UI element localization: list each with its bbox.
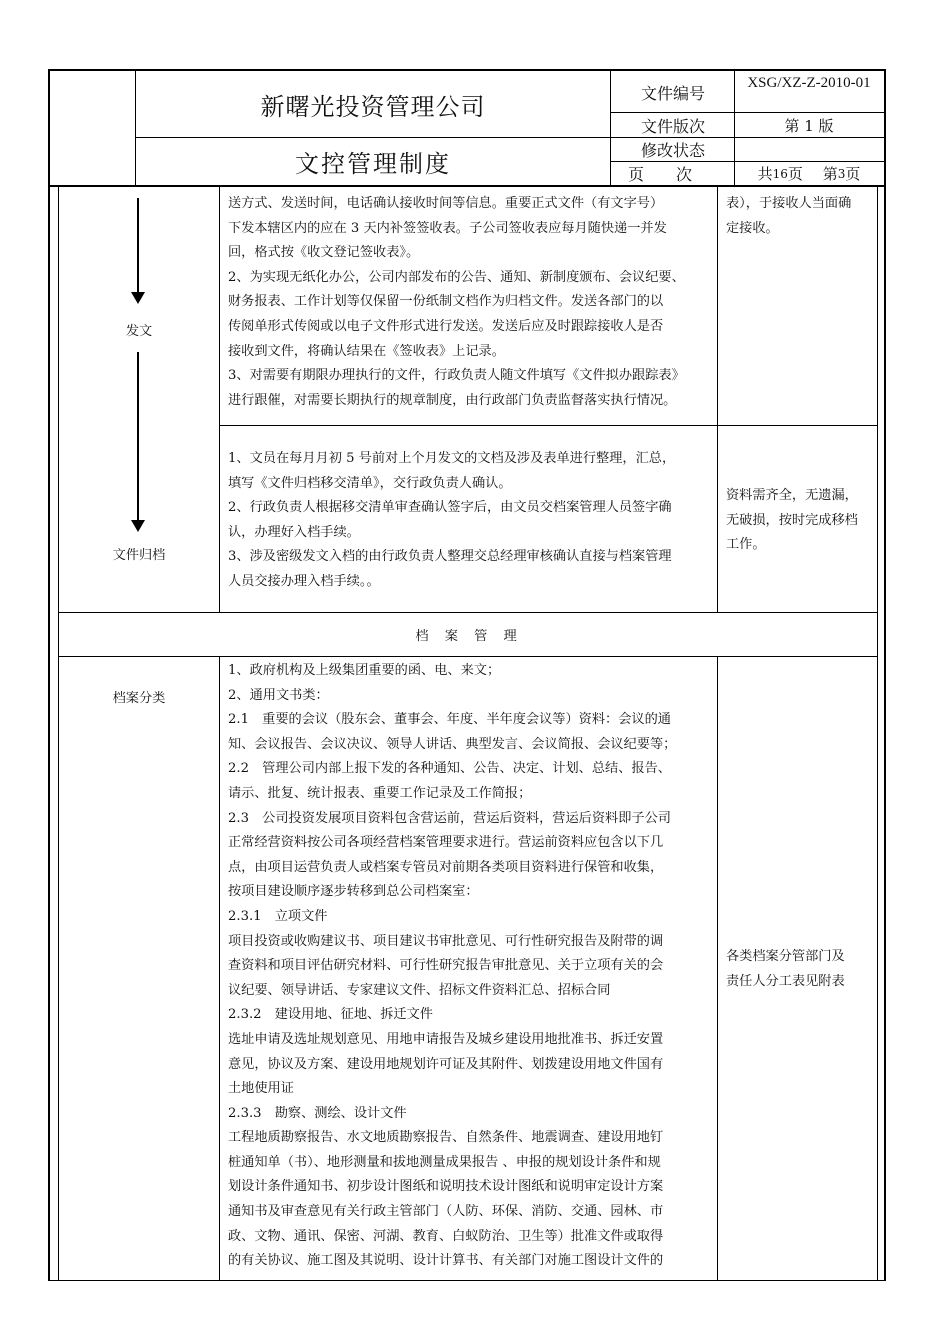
- note-line: 定接收。: [726, 220, 779, 236]
- text-line: 回，格式按《收文登记签收表》。: [228, 245, 420, 261]
- text-line: 3、对需要有期限办理执行的文件，行政负责人随文件填写《文件拟办跟踪表》: [228, 368, 685, 384]
- page-total: 16: [772, 166, 788, 181]
- doc-number-label: 文件编号: [640, 83, 705, 103]
- doc-version-label: 文件版次: [640, 116, 705, 136]
- archive-classification-note: [726, 945, 874, 994]
- text-line: 意见，协议及方案、建设用地规划许可证及其附件、划拨建设用地文件国有: [228, 1056, 664, 1072]
- page-prefix: 共: [757, 165, 773, 183]
- text-line: 接收到文件，将确认结果在《签收表》上记录。: [228, 343, 505, 359]
- text-line: 2.2 管理公司内部上报下发的各种通知、公告、决定、计划、总结、报告、: [228, 761, 671, 777]
- flow-arrow-line-1: [137, 198, 139, 294]
- text-line: 2.3.3 勘察、测绘、设计文件: [228, 1105, 407, 1121]
- doc-version-value: 第 1 版: [784, 116, 834, 135]
- body-right-border: [877, 187, 878, 1280]
- note-line: 责任人分工表见附表: [726, 973, 845, 989]
- archive-classification-text: [228, 659, 714, 1274]
- text-line: 传阅单形式传阅或以电子文件形式进行发送。发送后应及时跟踪接收人是否: [228, 318, 664, 334]
- text-line: 议纪要、领导讲话、专家建议文件、招标文件资料汇总、招标合同: [228, 982, 611, 998]
- text-line: 土地使用证: [228, 1081, 294, 1097]
- text-line: 下发本辖区内的应在 3 天内补签签收表。子公司签收表应每月随快递一并发: [228, 220, 667, 236]
- revision-status-value: [736, 138, 882, 161]
- section-bottom-line: [58, 656, 878, 657]
- header-title-divider: [610, 70, 611, 186]
- text-line: 通知书及审查意见有关行政主管部门（人防、环保、消防、交通、园林、市: [228, 1204, 664, 1220]
- row-divider-1: [219, 425, 878, 426]
- note-line: 资料需齐全，无遗漏，: [726, 488, 858, 503]
- text-line: 知、会议报告、会议决议、领导人讲话、典型发言、会议简报、会议纪要等；: [228, 736, 677, 752]
- text-line: 按项目建设顺序逐步转移到总公司档案室：: [228, 884, 479, 900]
- step-col-divider-lower: [219, 656, 220, 1280]
- text-line: 财务报表、工作计划等仅保留一份纸制文档作为归档文件。发送各部门的以: [228, 294, 664, 310]
- text-line: 2.1 重要的会议（股东会、董事会、年度、半年度会议等）资料：会议的通: [228, 712, 671, 728]
- step-col-divider-upper: [219, 187, 220, 612]
- text-line: 2.3 公司投资发展项目资料包含营运前，营运后资料，营运后资料即子公司: [228, 810, 671, 826]
- document-title: 文控管理制度: [295, 149, 451, 178]
- text-line: 2.3.2 建设用地、征地、拆迁文件: [228, 1007, 433, 1023]
- archive-procedure-text: [228, 447, 714, 595]
- step-archive-classification: 档案分类: [112, 691, 166, 706]
- body-left-border: [58, 187, 59, 1280]
- text-line: 2、为实现无纸化办公，公司内部发布的公告、通知、新制度颁布、会议纪要、: [228, 269, 685, 285]
- note-line: 无破损，按时完成移档: [726, 512, 858, 528]
- send-note: [726, 192, 874, 241]
- note-line: 各类档案分管部门及: [726, 949, 845, 964]
- section-title: 档 案 管 理: [415, 628, 523, 644]
- arrow-down-icon: [131, 292, 145, 304]
- text-line: 的有关协议、施工图及其说明、设计计算书、有关部门对施工图设计文件的: [228, 1253, 664, 1269]
- doc-number-value: XSG/XZ-Z-2010-01: [747, 74, 871, 91]
- arrow-down-icon: [131, 520, 145, 532]
- step-send: 发文: [125, 324, 153, 339]
- header-bottom-border: [48, 185, 886, 187]
- text-line: 请示、批复、统计报表、重要工作记录及工作简报；: [228, 785, 532, 801]
- text-line: 查资料和项目评估研究材料、可行性研究报告审批意见、关于立项有关的会: [228, 958, 664, 974]
- page-suffix: 页: [845, 165, 861, 183]
- text-line: 正常经营资料按公司各项经营档案管理要求进行。营运前资料应包含以下几: [228, 835, 664, 851]
- text-line: 人员交接办理入档手续。。: [228, 573, 380, 589]
- note-line: 工作。: [726, 537, 766, 553]
- frame-left-border: [48, 69, 50, 1281]
- text-line: 点，由项目运营负责人或档案专管员对前期各类项目资料进行保管和收集，: [228, 859, 664, 875]
- text-line: 桩通知单（书）、地形测量和拔地测量成果报告 、申报的规划设计条件和规: [228, 1154, 661, 1170]
- text-line: 进行跟催，对需要长期执行的规章制度，由行政部门负责监督落实执行情况。: [228, 392, 677, 408]
- text-line: 选址申请及选址规划意见、用地申请报告及城乡建设用地批准书、拆迁安置: [228, 1031, 664, 1047]
- company-name: 新曙光投资管理公司: [260, 92, 486, 121]
- page-current: 3: [837, 166, 846, 181]
- text-line: 政、文物、通讯、保密、河湖、教育、白蚁防治、卫生等）批准文件或取得: [228, 1228, 664, 1244]
- header-label-divider: [734, 70, 735, 186]
- text-line: 认，办理好入档手续。: [228, 524, 360, 540]
- text-line: 填写《文件归档移交清单》，交行政负责人确认。: [228, 475, 512, 491]
- text-line: 1、文员在每月月初 5 号前对上个月发文的文档及涉及表单进行整理，汇总，: [228, 451, 676, 466]
- flow-arrow-line-2: [137, 352, 139, 522]
- archive-note: [726, 484, 874, 558]
- step-archive: 文件归档: [112, 548, 166, 563]
- text-line: 项目投资或收购建议书、项目建议书审批意见、可行性研究报告及附带的调: [228, 933, 664, 949]
- text-line: 2.3.1 立项文件: [228, 908, 328, 924]
- send-procedure-text: [228, 192, 714, 413]
- frame-right-border: [884, 69, 886, 1281]
- page-label: 页 次: [628, 165, 693, 184]
- frame-bottom-border: [48, 1280, 886, 1281]
- note-col-divider-lower: [717, 656, 718, 1280]
- text-line: 2、行政负责人根据移交清单审查确认签字后，由文员交档案管理人员签字确: [228, 500, 672, 516]
- text-line: 1、政府机构及上级集团重要的函、电、来文；: [228, 663, 501, 678]
- page-mid: 页 第: [787, 165, 838, 183]
- note-col-divider-upper: [717, 187, 718, 612]
- text-line: 工程地质勘察报告、水文地质勘察报告、自然条件、地震调查、建设用地钉: [228, 1130, 664, 1146]
- page-count: [736, 162, 882, 185]
- revision-status-label: 修改状态: [640, 141, 705, 160]
- text-line: 送方式、发送时间，电话确认接收时间等信息。重要正式文件（有文字号）: [228, 196, 664, 211]
- text-line: 2、通用文书类：: [228, 687, 329, 703]
- text-line: 3、涉及密级发文入档的由行政负责人整理交总经理审核确认直接与档案管理: [228, 549, 672, 565]
- note-line: 表），于接收人当面确: [726, 196, 852, 211]
- text-line: 划设计条件通知书、初步设计图纸和说明技术设计图纸和说明审定设计方案: [228, 1179, 664, 1195]
